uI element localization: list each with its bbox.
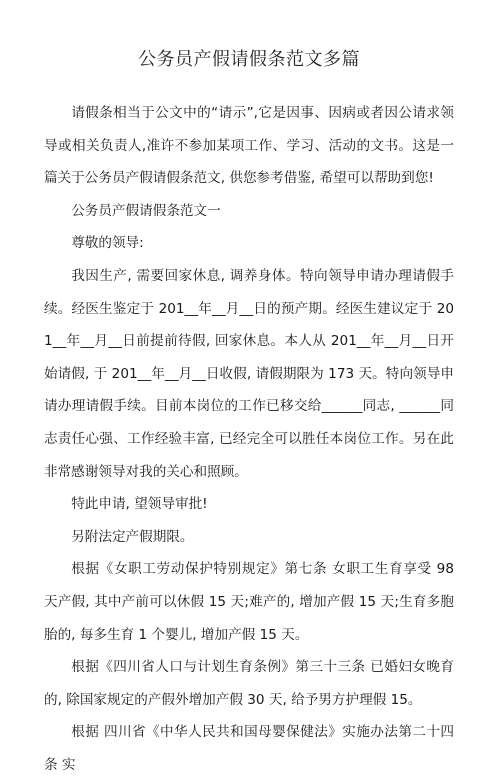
regulation-paragraph: 根据 四川省《中华人民共和国母婴保健法》实施办法第二十四条 实 [44, 724, 454, 773]
document-body [44, 97, 454, 781]
intro-paragraph: 请假条相当于公文中的“请示”,它是因事、因病或者因公请求领导或相关负责人,准许不参加某项工作、学习、活动的文书。这是一篇关于公务员产假请假条范文, 供您参考借鉴, 希望可以帮助到您! [44, 105, 454, 187]
salutation: 尊敬的领导: [71, 235, 144, 252]
closing-line: 特此申请, 望领导审批! [71, 496, 208, 513]
regulation-paragraph: 根据《四川省人口与计划生育条例》第三十三条 已婚妇女晚育的, 除国家规定的产假外增加产假 30 天, 给予男方护理假 15。 [44, 659, 454, 708]
attachment-note: 另附法定产假期限。 [71, 528, 194, 545]
regulation-paragraph: 根据《女职工劳动保护特别规定》第七条 女职工生育享受 98 天产假, 其中产前可以休假 15 天;难产的, 增加产假 15 天;生育多胞胎的, 每多生育 1 个婴儿, 增加产假 15 天。 [44, 561, 454, 643]
body-paragraph: 我因生产, 需要回家休息, 调养身体。特向领导申请办理请假手续。经医生鉴定于 201__年__月__日的预产期。经医生建议定于 201__年__月__日前提前待假, 回家休息。本人从 201__年__月__日开始请假, 于 201__年__月__日收假, 请假期限为 173 天。特向领导申请办理请假手续。目前本岗位的工作已移交给______同志, ______同志责任心强、工作经验丰富, 已经完全可以胜任本岗位工作。另在此非常感谢领导对我的关心和照顾。 [44, 267, 454, 480]
document-title: 公务员产假请假条范文多篇 [138, 49, 360, 70]
section-heading: 公务员产假请假条范文一 [71, 202, 221, 219]
